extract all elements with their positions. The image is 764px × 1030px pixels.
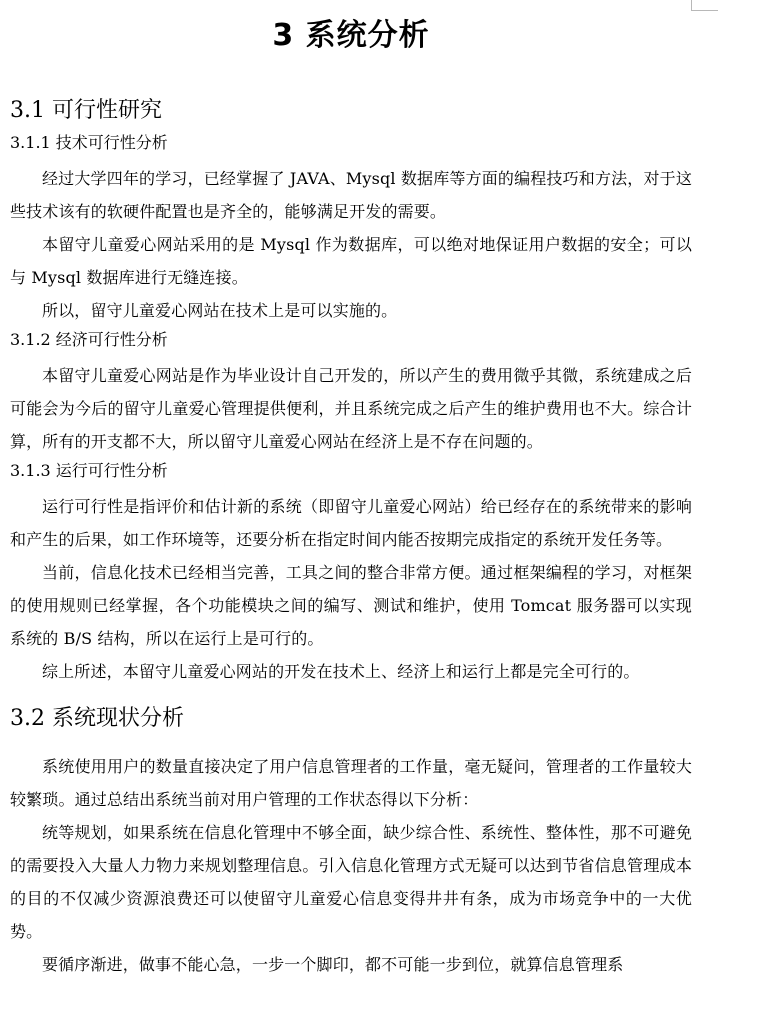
subsection-body-3-1-1	[10, 162, 692, 327]
paragraph: 运行可行性是指评价和估计新的系统（即留守儿童爱心网站）给已经存在的系统带来的影响和产生的后果，如工作环境等，还要分析在指定时间内能否按期完成指定的系统开发任务等。	[10, 497, 692, 549]
page-corner-mark	[691, 0, 718, 11]
document-page	[10, 0, 692, 981]
chapter-title: 3 系统分析	[272, 18, 430, 53]
subsection-heading-3-1-2: 3.1.2 经济可行性分析	[10, 330, 168, 349]
subsection-body-3-1-3	[10, 490, 692, 688]
paragraph: 综上所述，本留守儿童爱心网站的开发在技术上、经济上和运行上都是完全可行的。	[42, 662, 640, 681]
subsection-body-3-1-2	[10, 359, 692, 458]
paragraph: 当前，信息化技术已经相当完善，工具之间的整合非常方便。通过框架编程的学习，对框架的使用规则已经掌握，各个功能模块之间的编写、测试和维护，使用 Tomcat 服务器可以实现系统的 B/S 结构，所以在运行上是可行的。	[10, 563, 692, 648]
paragraph: 经过大学四年的学习，已经掌握了 JAVA、Mysql 数据库等方面的编程技巧和方法，对于这些技术该有的软硬件配置也是齐全的，能够满足开发的需要。	[10, 169, 692, 221]
section-heading-3-1: 3.1 可行性研究	[10, 98, 162, 123]
paragraph: 统等规划，如果系统在信息化管理中不够全面，缺少综合性、系统性、整体性，那不可避免的需要投入大量人力物力来规划整理信息。引入信息化管理方式无疑可以达到节省信息管理成本的目的不仅减少资源浪费还可以使留守儿童爱心信息变得井井有条，成为市场竞争中的一大优势。	[10, 823, 692, 941]
paragraph: 本留守儿童爱心网站采用的是 Mysql 作为数据库，可以绝对地保证用户数据的安全；可以与 Mysql 数据库进行无缝连接。	[10, 235, 692, 287]
subsection-heading-3-1-1: 3.1.1 技术可行性分析	[10, 133, 168, 152]
subsection-heading-3-1-3: 3.1.3 运行可行性分析	[10, 461, 168, 480]
paragraph: 系统使用用户的数量直接决定了用户信息管理者的工作量，毫无疑问，管理者的工作量较大较繁琐。通过总结出系统当前对用户管理的工作状态得以下分析：	[10, 757, 692, 809]
section-body-3-2	[10, 750, 692, 981]
paragraph: 所以，留守儿童爱心网站在技术上是可以实施的。	[42, 301, 398, 320]
paragraph: 本留守儿童爱心网站是作为毕业设计自己开发的，所以产生的费用微乎其微，系统建成之后可能会为今后的留守儿童爱心管理提供便利，并且系统完成之后产生的维护费用也不大。综合计算，所有的开支都不大，所以留守儿童爱心网站在经济上是不存在问题的。	[10, 366, 692, 451]
paragraph: 要循序渐进，做事不能心急，一步一个脚印，都不可能一步到位，就算信息管理系	[42, 955, 624, 974]
section-heading-3-2: 3.2 系统现状分析	[10, 706, 184, 731]
